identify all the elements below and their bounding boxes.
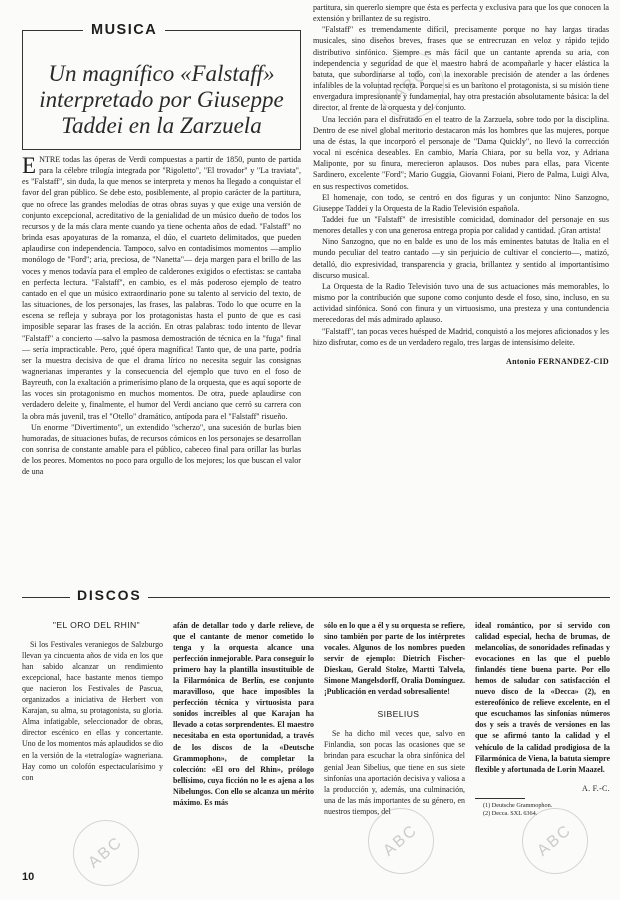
review-title-oro-del-rhin: "EL ORO DEL RHIN" (52, 620, 141, 630)
review-signature: A. F.-C. (582, 783, 610, 793)
article-paragraph-1: ENTRE todas las óperas de Verdi compuestas a partir de 1850, punto de partida para la célebre trilogía integrada por "Rigoletto", "El trovador" y "La traviata", es "Falstaff", sin duda, la que menos se interpreta y menos ha llegado a conquistar el favor del gran público. Se debe esto, posiblemente, al propio carácter de la partitura, que no ofrece las grandes melodías de otras obras suyas y que exige una versión de conjunto excepcional, acreditativo de la genialidad de un músico dueño de todos los recursos y de la más clara mente cuando ya tiene ochenta años de edad. "Falstaff" no brinda esas apoyaturas de la romanza, el dúo, el cuarteto delimitados, que pueden aplaudirse con independencia. Tampoco, salvo en contadísimos momentos —amplio monólogo de "Ford"; aria, preciosa, de "Nanetta"— deja margen para el brillo de las voces y menos todavía para el empleo de calderones exigidos o efectistas: se cantaba en perfecta lectura. "Falstaff", en cambio, es el más poderoso ejemplo de teatro cantado en el que un músico extraordinario pone su talento al servicio del texto, de las situaciones, de los personajes, las frases, las palabras. Todo lo que ocurre en la escena se refleja y subraya por los protagonistas hasta el punto de que es casi imposible separar las frases de la acción. En otras palabras: todo intento de llevar "Falstaff" a concierto —salvo la pasmosa demostración de técnica en la "fuga" final— sería impracticable. Pero, ¡qué ópera magnífica! Tanto que, de una parte, podría ser la muestra decisiva de que el drama lírico no necesita seguir las consignas wagnerianas imperantes y la consecuencia del ejemplo que tuvo en el foso de Bayreuth, con la exaltación a primerísimo plano de la orquesta, que es aquí soporte de las voces sin protagonismo en muchos momentos. De otra, puede aplaudirse con verdadero deleite y, finalmente, el humor del Verdi anciano que cerró su carrera con la obra más juvenil, tras el "Otello" dramático, antípoda para el "Falstaff" risueño. (22, 154, 301, 421)
discos-column-2 (173, 620, 314, 872)
article-column-left (22, 154, 301, 574)
footnote-rule (475, 798, 525, 799)
article-signature: Antonio FERNANDEZ-CID (506, 356, 609, 366)
article-header-box (22, 22, 301, 150)
footnote-1: (1) Deutsche Grammophon. (483, 801, 553, 809)
review-paragraph: Si los Festivales veraniegos de Salzburgo llevan ya cincuenta años de vida en los que han sabido alcanzar un rendimiento excepcional, hace bastante menos tiempo que nacieron los Festivales de Pascua, organizados a iniciativa de Herbert von Karajan, su alma, su protagonista, su gloria. Alma infatigable, seleccionador de obras, director escénico en ellas y concertante. Uno de los momentos más aplaudidos se dio en la versión de la «tetralogía» wagneriana. Hay como un colofón espectacularísimo y con (22, 640, 163, 782)
discos-column-1 (22, 620, 163, 872)
article-column-right (313, 2, 609, 570)
abc-watermark: ABC (509, 795, 602, 888)
article-paragraph-7: Taddei fue un "Falstaff" de irresistible comicidad, dominador del personaje en sus menores detalles y con una generosa entrega propia por calidad y cantidad. ¡Gran artista! (313, 214, 609, 236)
article-paragraph-9: La Orquesta de la Radio Televisión tuvo una de sus actuaciones más memorables, lo mismo por la contribución que supone como conjunto desde el foso, sino, incluso, en su actividad sinfónica. Sonó con finura y un virtuosismo, una presteza y una contundencia merecedoras del más admirado aplauso. (313, 281, 609, 325)
article-paragraph-2: Un enorme "Divertimento", un extendido "scherzo", una sucesión de burlas bien humoradas, de situaciones bufas, de recursos cómicos en los personajes se desarrollan con sonrisa de constante amable para el público, cabeceo final para orillar las burlas de los peores. Momentos no poco para orgullo de los mejores; los que buscan el valor de una (22, 422, 301, 477)
article-paragraph-4: "Falstaff" es tremendamente difícil, precisamente porque no hay largas tiradas musicales, sino diseños breves, frases que se entrecruzan en veloz y rápido tejido distributivo sinfónico. Siempre es más fácil que un cantante aprenda su aria, con independencia y seguridad de que el maestro habrá de acompañarle y hacer elástica la batuta, que subordinarse al todo, con la inexorable precisión de atender a las órdenes infalibles de la voluntad rectora. Porque si es un barítono el protagonista, si su misión tiene envergadura impresionante y fundamental, hay otra prestación absolutamente básica: la del director, al frente de la orquesta y del conjunto. (313, 25, 609, 113)
discos-column-3 (324, 620, 465, 872)
footnote-2: (2) Decca. SXL 6364. (483, 810, 538, 818)
review-title-sibelius: SIBELIUS (377, 709, 420, 720)
article-paragraph-8: Nino Sanzogno, que no en balde es uno de los más eminentes batutas de Italia en el mundo peculiar del teatro cantado —y sin perjuicio de cultivar el concierto—, matizó, detalló, dio expresividad, transparencia y gracia, brillantez y sentido al importantísimo discurso musical. (313, 237, 609, 280)
article-paragraph-3: partitura, sin quererlo siempre que ésta es perfecta y exclusiva para que los que conocen la extensión y brillantez de su registro. (313, 3, 609, 24)
review-paragraph: ideal romántico, por si servido con calidad especial, hecha de brumas, de melancolías, de sonoridades refinadas y evocaciones en las que el pueblo finlandés tiene buena parte. Por ello hemos de saludar con satisfacción el nuevo disco de la «Decca» (2), en estereofónico de relieve excelente, en el que escuchamos las sinfonías números dos y seis a través de versiones en las que se afirmó tanto la calidad y el vehículo de la calidad prodigiosa de la Filarmónica de Viena, la batuta siempre flexible y afortunada de Lorin Maazel. (475, 621, 610, 774)
article-paragraph-5: Una lección para el disfrutado en el teatro de la Zarzuela, sobre todo por la disciplina. Dentro de ese nivel global meritorio destacaron más los hombres que las mujeres, porque una de éstas, la que incorporó el personaje de "Dama Quickly", no llevó la corrección vocal ni escénica deseables. En cambio, María Chiara, por su bella voz, y Adriana Maliponte, por su finura, merecieron aplausos. Dos nubes para ellas, para Vicente Sardinero, excelente "Ford"; Mario Guggia, Giovanni Foiani, Piero de Palma, Luigi Alva, en sus respectivos cometidos. (313, 114, 609, 191)
review-paragraph: sólo en lo que a él y su orquesta se refiere, sino también por parte de los intérpretes vocales. Algunos de los nombres pueden servir de ejemplo: Dietrich Fischer-Dieskau, Gerald Stolze, Martti Talvela, Simone Mangelsdorff, Oralia Domínguez. ¡Publicación en verdad sobresaliente! (324, 621, 465, 697)
discos-section-header (22, 587, 610, 604)
abc-watermark: ABC (365, 39, 458, 132)
abc-watermark: ABC (355, 795, 448, 888)
drop-cap: E (22, 154, 37, 178)
article-paragraph-10: "Falstaff", tan pocas veces huésped de Madrid, conquistó a los mejores aficionados y les hizo disfrutar, como es de un verdadero regalo, tres largas de intensísimo deleite. (313, 326, 609, 347)
article-paragraph-6: El homenaje, con todo, se centró en dos figuras y un conjunto: Nino Sanzogno, Giuseppe Taddei y la Orquesta de la Radio Televisión española. (313, 192, 609, 213)
abc-watermark: ABC (60, 807, 153, 900)
review-paragraph: afán de detallar todo y darle relieve, de que el cantante de menor cometido lo tenga y la orquesta alcance una perfección inmejorable. Para conseguir lo primero hay la plantilla insustituible de la Filarmónica de Berlín, ese conjunto maravilloso, que hace imposibles la perfección técnica y virtuosista para sonidos increíbles al que Karajan ha llevado a cotas sorprendentes. El maestro necesitaba en esta oportunidad, a través de los discos de la «Deutsche Grammophon», de completar la colección: «El oro del Rhin», prólogo bellísimo, cuya ficción no le es ajena a los Nibelungos. Con ello se alcanza un mérito máximo. Es más (173, 621, 314, 807)
page-number: 10 (22, 871, 35, 883)
article-headline: Un magnífico «Falstaff» interpretado por Giuseppe Taddei en la Zarzuela (39, 61, 284, 138)
section-label-musica: MUSICA (83, 21, 165, 39)
discos-column-4 (475, 620, 610, 872)
review-paragraph: Se ha dicho mil veces que, salvo en Finlandia, son pocas las ocasiones que se brindan para escuchar la obra sinfónica del genial Jean Sibelius, que tiene en sus siete sinfonías una aportación decisiva y valiosa a la producción y, además, una culminación, una de las más importantes de su género, en nuestros tiempos, del (324, 729, 465, 816)
section-label-discos: DISCOS (70, 587, 148, 603)
